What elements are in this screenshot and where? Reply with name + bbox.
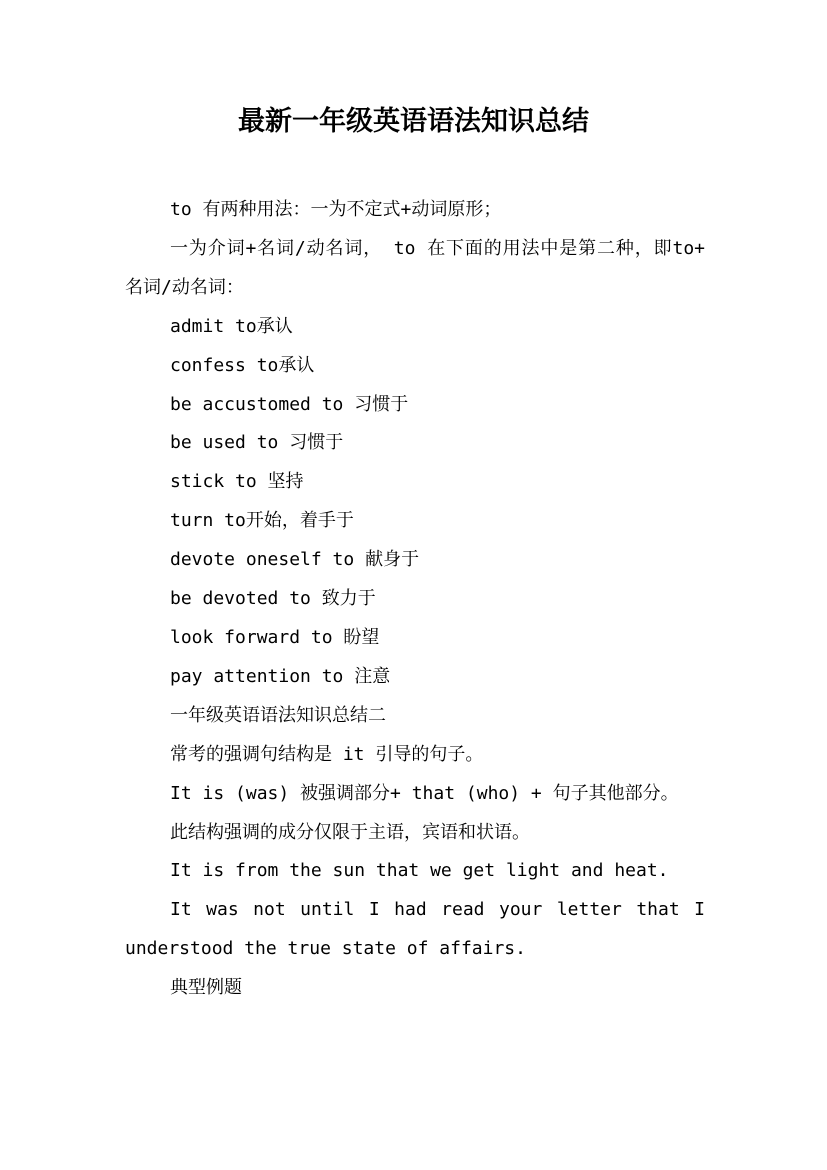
document-body xyxy=(125,191,705,1008)
paragraph-emphasis-scope: 此结构强调的成分仅限于主语，宾语和状语。 xyxy=(170,821,530,843)
document-title: 最新一年级英语语法知识总结 xyxy=(238,106,589,137)
paragraph-emphasis-formula: It is (was) 被强调部分+ that (who) + 句子其他部分。 xyxy=(170,782,679,804)
phrase-item: be accustomed to 习惯于 xyxy=(170,393,409,415)
example-sentence: It was not until I had read your letter that I understood the true state of affairs. xyxy=(125,899,705,960)
phrase-item: admit to承认 xyxy=(170,315,293,337)
section-heading: 一年级英语语法知识总结二 xyxy=(170,704,386,726)
phrase-item: stick to 坚持 xyxy=(170,471,304,493)
phrase-item: turn to开始，着手于 xyxy=(170,510,354,532)
section-heading-examples: 典型例题 xyxy=(170,977,242,999)
phrase-item: look forward to 盼望 xyxy=(170,626,380,648)
phrase-item: devote oneself to 献身于 xyxy=(170,549,420,571)
paragraph-to-usage: to 有两种用法：一为不定式+动词原形； xyxy=(170,199,502,220)
phrase-item: be used to 习惯于 xyxy=(170,432,344,454)
example-sentence: It is from the sun that we get light and heat. xyxy=(170,860,669,882)
paragraph-emphasis-structure: 常考的强调句结构是 it 引导的句子。 xyxy=(170,743,484,765)
phrase-item: pay attention to 注意 xyxy=(170,665,391,687)
paragraph-preposition-usage: 一为介词+名词/动名词， to 在下面的用法中是第二种，即to+ 名词/动名词： xyxy=(125,237,705,298)
phrase-item: be devoted to 致力于 xyxy=(170,588,376,610)
phrase-item: confess to承认 xyxy=(170,354,315,376)
